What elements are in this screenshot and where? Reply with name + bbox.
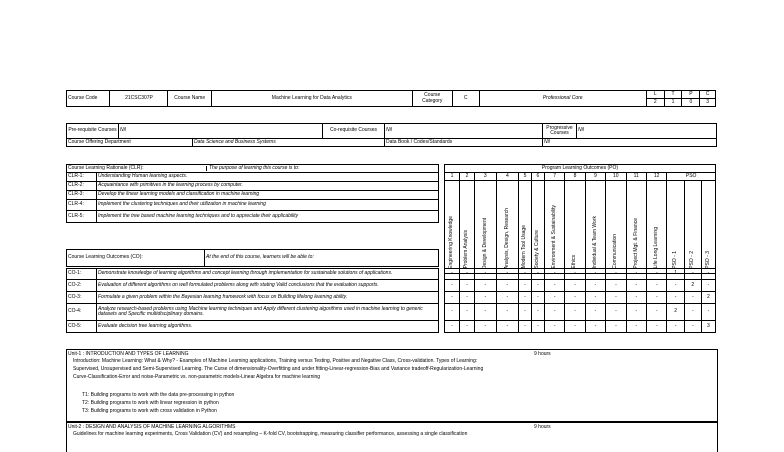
plo-attr-cell bbox=[606, 181, 626, 274]
plo-num-5: 5 bbox=[519, 173, 532, 181]
plo-values-row bbox=[445, 292, 716, 304]
plo-attr-cell bbox=[475, 181, 496, 274]
plo-values-row bbox=[445, 321, 716, 333]
co-3-plo-12-value: - bbox=[647, 292, 667, 304]
plo-values-table bbox=[444, 268, 716, 333]
plo-attr-4: Analysis, Design, Research bbox=[503, 207, 510, 269]
co-5-plo-3-value: - bbox=[475, 321, 497, 333]
plo-attr-6: Society & Culture bbox=[534, 230, 541, 269]
co-4-plo-12-value: - bbox=[647, 304, 667, 321]
co-3-plo-11-value: - bbox=[626, 292, 646, 304]
co-3-plo-3-value: - bbox=[475, 292, 497, 304]
co-1-plo-2-value: - bbox=[460, 269, 475, 280]
plo-num-3: 3 bbox=[475, 173, 496, 181]
co-1-plo-7-value: - bbox=[544, 269, 564, 280]
co-4-plo-4-value: - bbox=[496, 304, 519, 321]
co-5-plo-10-value: - bbox=[606, 321, 626, 333]
plo-attr-cell bbox=[445, 181, 460, 274]
co-4-plo-2-value: - bbox=[460, 304, 475, 321]
co-4-plo-13-value: 2 bbox=[667, 304, 684, 321]
co-4-plo-7-value: - bbox=[544, 304, 564, 321]
co-3-id: CO-3: bbox=[67, 292, 97, 304]
plo-num-11: 11 bbox=[626, 173, 646, 181]
co-1-plo-15-value: - bbox=[701, 269, 715, 280]
plo-values-row bbox=[445, 304, 716, 321]
course-category: C bbox=[452, 91, 479, 107]
co-4-plo-10-value: - bbox=[606, 304, 626, 321]
ltpc-val-l: 2 bbox=[646, 99, 664, 107]
plo-num-12: 12 bbox=[646, 173, 666, 181]
unit-2-line-1: Guidelines for machine learning experiments, Cross Validation (CV) and resampling – K-fold CV, bootstrapping, measuring classifier performance, assessing a single classification bbox=[73, 431, 468, 437]
co-1-plo-8-value: - bbox=[565, 269, 585, 280]
co-3-plo-7-value: - bbox=[544, 292, 564, 304]
data-book-value: Nil bbox=[543, 139, 717, 147]
co-3-text: Formulate a given problem within the Bayesian learning framework with focus on Building lifelong learning ability. bbox=[97, 292, 439, 304]
plo-num-2: 2 bbox=[460, 173, 475, 181]
plo-attr-cell bbox=[701, 181, 715, 274]
plo-title: Program Learning Outcomes (PO) bbox=[445, 165, 716, 173]
co-1-text: Demonstrate knowledge of learning algorithms and concept learning through implementation for sustainable solutions of applications. bbox=[97, 269, 439, 280]
co-2-plo-8-value: - bbox=[565, 280, 585, 292]
co-2-plo-5-value: - bbox=[519, 280, 532, 292]
course-header-table bbox=[66, 90, 716, 107]
department-value: Data Science and Business Systems bbox=[193, 139, 385, 147]
co-2-plo-2-value: - bbox=[460, 280, 475, 292]
co-5-plo-1-value: - bbox=[445, 321, 460, 333]
plo-attr-13: PSO - 1 bbox=[671, 250, 678, 269]
co-5-plo-11-value: - bbox=[626, 321, 646, 333]
ltpc-val-c: 3 bbox=[700, 99, 716, 107]
plo-num-1: 1 bbox=[445, 173, 460, 181]
corequisite-value: Nil bbox=[385, 124, 543, 139]
plo-values-row bbox=[445, 269, 716, 280]
co-1-plo-6-value: - bbox=[532, 269, 545, 280]
co-1-plo-14-value: - bbox=[684, 269, 701, 280]
unit-1-line-2: Supervised, Unsupervised and Semi-Supervised Learning. The Curse of dimensionality-Overfitting and under fitting-Linear-regression-Bias and Variance tradeoff-Regularization-Learning bbox=[73, 366, 484, 372]
co-1-plo-4-value: - bbox=[496, 269, 519, 280]
co-1-id: CO-1: bbox=[67, 269, 97, 280]
clr-title: Course Learning Rationale (CLR): bbox=[67, 166, 207, 171]
plo-num-4: 4 bbox=[496, 173, 519, 181]
co-5-plo-9-value: - bbox=[585, 321, 605, 333]
plo-attr-cell bbox=[646, 181, 666, 274]
ltpc-val-p: 0 bbox=[682, 99, 700, 107]
clr-1-text: Understanding Human learning aspects. bbox=[97, 173, 439, 182]
ltpc-head-t: T bbox=[664, 91, 682, 99]
department-label: Course Offering Department bbox=[67, 139, 193, 147]
unit-1-task-3: T3: Building programs to work with cross validation in Python bbox=[82, 408, 217, 414]
co-3-plo-14-value: - bbox=[684, 292, 701, 304]
course-category-name: Professional Core bbox=[479, 91, 646, 107]
co-2-plo-13-value: - bbox=[667, 280, 684, 292]
plo-attr-cell bbox=[519, 181, 532, 274]
clr-purpose: The purpose of learning this course is to: bbox=[209, 164, 300, 171]
co-1-plo-10-value: - bbox=[606, 269, 626, 280]
co-5-plo-7-value: - bbox=[544, 321, 564, 333]
co-3-plo-4-value: - bbox=[496, 292, 519, 304]
unit-2-title: Unit-2 : DESIGN AND ANALYSIS OF MACHINE LEARNING ALGORITHMS bbox=[68, 424, 236, 430]
co-4-plo-1-value: - bbox=[445, 304, 460, 321]
clr-table bbox=[66, 164, 439, 223]
plo-attr-cell bbox=[626, 181, 646, 274]
co-2-plo-3-value: - bbox=[475, 280, 497, 292]
clr-5-id: CLR-5: bbox=[67, 211, 97, 223]
co-4-plo-14-value: - bbox=[684, 304, 701, 321]
plo-num-7: 7 bbox=[544, 173, 564, 181]
co-5-text: Evaluate decision tree learning algorithms. bbox=[97, 321, 439, 333]
co-end-text: At the end of this course, learners will be able to: bbox=[205, 250, 439, 267]
co-4-id: CO-4: bbox=[67, 304, 97, 321]
co-5-plo-6-value: - bbox=[532, 321, 545, 333]
co-1-plo-13-value: 1 bbox=[667, 269, 684, 280]
unit-1-title: Unit-1 : INTRODUCTION AND TYPES OF LEARNING bbox=[68, 351, 189, 357]
co-2-plo-6-value: - bbox=[532, 280, 545, 292]
ltpc-val-t: 1 bbox=[664, 99, 682, 107]
progressive-value: Nil bbox=[577, 124, 717, 139]
co-5-plo-13-value: - bbox=[667, 321, 684, 333]
progressive-label: Progressive Courses bbox=[543, 124, 577, 139]
unit-1-task-1: T1: Building programs to work with the data pre-processing in python bbox=[82, 392, 235, 398]
co-1-plo-5-value: - bbox=[519, 269, 532, 280]
clr-5-text: Implement the tree based machine learning techniques and to appreciate their applicability bbox=[97, 211, 439, 223]
co-2-plo-9-value: - bbox=[585, 280, 605, 292]
plo-attr-cell bbox=[532, 181, 545, 274]
co-5-plo-5-value: - bbox=[519, 321, 532, 333]
plo-attr-15: PSO - 3 bbox=[704, 250, 711, 269]
plo-num-8: 8 bbox=[565, 173, 585, 181]
co-5-plo-12-value: - bbox=[647, 321, 667, 333]
co-2-plo-10-value: - bbox=[606, 280, 626, 292]
plo-num-10: 10 bbox=[606, 173, 626, 181]
co-2-text: Evaluation of different algorithms on well formulated problems along with stating Valid conclusions that the evaluation supports. bbox=[97, 280, 439, 292]
co-1-plo-1-value: - bbox=[445, 269, 460, 280]
co-title: Course Learning Outcomes (CO): bbox=[67, 250, 205, 267]
plo-table bbox=[444, 164, 716, 274]
plo-attr-cell bbox=[565, 181, 585, 274]
co-5-plo-2-value: - bbox=[460, 321, 475, 333]
co-2-plo-11-value: - bbox=[626, 280, 646, 292]
unit-2-hours: 9 hours bbox=[534, 424, 551, 430]
co-1-plo-9-value: - bbox=[585, 269, 605, 280]
plo-num-9: 9 bbox=[585, 173, 605, 181]
co-4-plo-6-value: - bbox=[532, 304, 545, 321]
clr-4-text: Implement the clustering techniques and their utilization in machine learning bbox=[97, 200, 439, 211]
course-code-label: Course Code bbox=[67, 91, 110, 107]
ltpc-head-c: C bbox=[700, 91, 716, 99]
co-1-plo-12-value: - bbox=[647, 269, 667, 280]
ltpc-head-p: P bbox=[682, 91, 700, 99]
plo-attr-cell bbox=[460, 181, 475, 274]
co-5-plo-14-value: - bbox=[684, 321, 701, 333]
plo-attr-cell bbox=[667, 181, 684, 274]
unit-1-task-2: T2: Building programs to work with linear regression in python bbox=[82, 400, 219, 406]
clr-3-id: CLR-3: bbox=[67, 191, 97, 200]
plo-attr-cell bbox=[496, 181, 519, 274]
plo-attr-3: Design & Development bbox=[481, 217, 488, 269]
co-3-plo-6-value: - bbox=[532, 292, 545, 304]
course-category-label: Course Category bbox=[412, 91, 452, 107]
unit-1-hours: 9 hours bbox=[534, 351, 551, 357]
prerequisite-table bbox=[66, 123, 717, 147]
co-4-plo-15-value: - bbox=[701, 304, 715, 321]
data-book-label: Data Book / Codes/Standards bbox=[385, 139, 543, 147]
clr-1-id: CLR-1: bbox=[67, 173, 97, 182]
clr-4-id: CLR-4: bbox=[67, 200, 97, 211]
co-5-id: CO-5: bbox=[67, 321, 97, 333]
co-5-plo-8-value: - bbox=[565, 321, 585, 333]
co-1-plo-11-value: - bbox=[626, 269, 646, 280]
plo-attr-5: Modern Tool Usage bbox=[521, 225, 528, 269]
plo-attr-7: Environment & Sustainability bbox=[550, 205, 557, 269]
co-3-plo-15-value: 2 bbox=[701, 292, 715, 304]
co-4-plo-8-value: - bbox=[565, 304, 585, 321]
co-3-plo-8-value: - bbox=[565, 292, 585, 304]
co-2-plo-1-value: - bbox=[445, 280, 460, 292]
plo-attr-8: Ethics bbox=[571, 255, 578, 269]
co-2-plo-15-value: - bbox=[701, 280, 715, 292]
co-2-plo-14-value: 2 bbox=[684, 280, 701, 292]
unit-1-line-1: Introduction: Machine Learning: What & Why? - Examples of Machine Learning applications, Training versus Testing, Positive and Negative Class, Cross-validation. Types of Learning: bbox=[73, 358, 478, 364]
plo-attr-11: Project Mgt. & Finance bbox=[632, 218, 639, 269]
plo-attr-14: PSO - 2 bbox=[688, 250, 695, 269]
co-5-plo-15-value: 3 bbox=[701, 321, 715, 333]
clr-2-text: Acquaintance with primitives in the learning process by computer. bbox=[97, 182, 439, 191]
course-code: 21CSC307P bbox=[110, 91, 168, 107]
plo-attr-12: Life Long Learning bbox=[653, 227, 659, 269]
co-2-plo-12-value: - bbox=[647, 280, 667, 292]
plo-attr-cell bbox=[684, 181, 701, 274]
prerequisite-label: Pre-requisite Courses bbox=[67, 124, 119, 139]
co-2-plo-7-value: - bbox=[544, 280, 564, 292]
plo-values-row bbox=[445, 280, 716, 292]
co-4-plo-5-value: - bbox=[519, 304, 532, 321]
co-3-plo-2-value: - bbox=[460, 292, 475, 304]
pso-header: PSO bbox=[667, 173, 716, 181]
co-3-plo-9-value: - bbox=[585, 292, 605, 304]
unit-1-line-3: Curve-Classification-Error and noise-Parametric vs. non-parametric models-Linear Algebra for machine learning bbox=[73, 374, 321, 380]
co-4-text: Analyze research-based problems using Machine learning techniques and Apply different clustering algorithms used in machine learning to generic datasets and Specific multidisciplinary domains. bbox=[97, 304, 439, 321]
course-name: Machine Learning for Data Analytics bbox=[211, 91, 412, 107]
plo-num-6: 6 bbox=[532, 173, 545, 181]
co-table bbox=[66, 268, 439, 333]
co-2-id: CO-2: bbox=[67, 280, 97, 292]
co-3-plo-13-value: - bbox=[667, 292, 684, 304]
clr-2-id: CLR-2: bbox=[67, 182, 97, 191]
corequisite-label: Co-requisite Courses bbox=[323, 124, 385, 139]
plo-attr-10: Communication bbox=[612, 234, 619, 269]
co-4-plo-3-value: - bbox=[475, 304, 497, 321]
plo-attr-2: Problem Analysis bbox=[463, 230, 470, 269]
co-title-table bbox=[66, 249, 439, 267]
prerequisite-value: Nil bbox=[119, 124, 323, 139]
co-3-plo-1-value: - bbox=[445, 292, 460, 304]
co-2-plo-4-value: - bbox=[496, 280, 519, 292]
plo-attr-1: Engineering Knowledge bbox=[448, 215, 455, 269]
co-4-plo-9-value: - bbox=[585, 304, 605, 321]
clr-3-text: Develop the linear learning models and classification in machine learning bbox=[97, 191, 439, 200]
co-3-plo-5-value: - bbox=[519, 292, 532, 304]
course-name-label: Course Name bbox=[168, 91, 211, 107]
co-4-plo-11-value: - bbox=[626, 304, 646, 321]
plo-attr-cell bbox=[585, 181, 605, 274]
co-3-plo-10-value: - bbox=[606, 292, 626, 304]
plo-attr-9: Individual & Team Work bbox=[591, 216, 598, 269]
ltpc-head-l: L bbox=[646, 91, 664, 99]
co-5-plo-4-value: - bbox=[496, 321, 519, 333]
co-1-plo-3-value: - bbox=[475, 269, 497, 280]
plo-attr-cell bbox=[544, 181, 564, 274]
